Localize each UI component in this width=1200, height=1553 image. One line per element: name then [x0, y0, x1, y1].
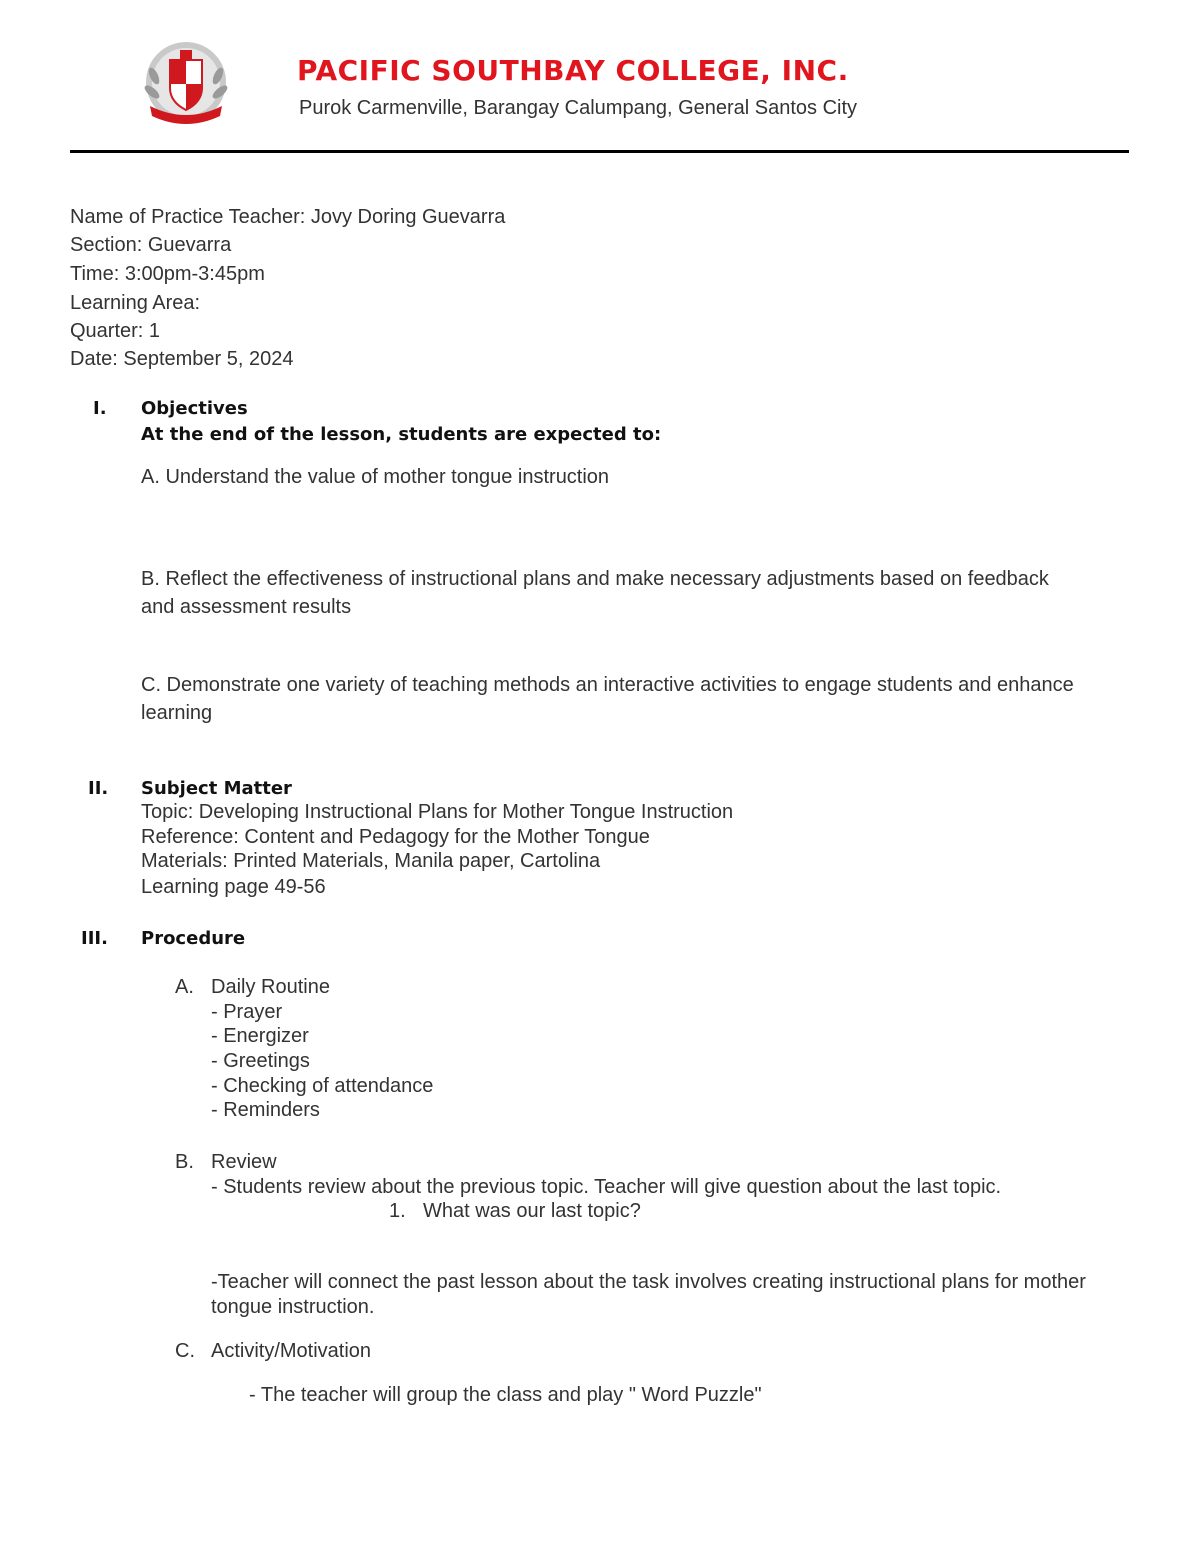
review-description: - Students review about the previous topic. Teacher will give question about the last topic. — [211, 1176, 1002, 1198]
materials-line: Materials: Printed Materials, Manila paper, Cartolina — [141, 850, 601, 872]
subject-matter-heading: Subject Matter — [141, 778, 292, 799]
college-address: Purok Carmenville, Barangay Calumpang, General Santos City — [299, 97, 858, 119]
header-divider — [70, 150, 1129, 153]
routine-item: - Energizer — [211, 1025, 309, 1047]
topic-line: Topic: Developing Instructional Plans for Mother Tongue Instruction — [141, 801, 734, 823]
review-letter: B. — [175, 1151, 194, 1173]
daily-routine-heading: Daily Routine — [211, 976, 330, 998]
subject-matter-numeral: II. — [88, 778, 109, 799]
objective-a: A. Understand the value of mother tongue instruction — [141, 466, 610, 488]
activity-description: - The teacher will group the class and play " Word Puzzle" — [249, 1384, 762, 1406]
routine-item: - Checking of attendance — [211, 1075, 434, 1097]
reference-line: Reference: Content and Pedagogy for the Mother Tongue — [141, 826, 650, 848]
section-line: Section: Guevarra — [70, 234, 232, 256]
learning-page-line: Learning page 49-56 — [141, 876, 326, 898]
time-line: Time: 3:00pm-3:45pm — [70, 263, 265, 285]
practice-teacher-name: Name of Practice Teacher: Jovy Doring Guevarra — [70, 206, 506, 228]
college-name: PACIFIC SOUTHBAY COLLEGE, INC. — [297, 54, 849, 87]
objectives-numeral: I. — [93, 398, 107, 419]
routine-item: - Prayer — [211, 1001, 283, 1023]
daily-routine-letter: A. — [175, 976, 194, 998]
objective-b: B. Reflect the effectiveness of instructional plans and make necessary adjustments based on feedback and assessment results — [141, 568, 1049, 618]
procedure-numeral: III. — [81, 928, 108, 949]
date-line: Date: September 5, 2024 — [70, 348, 294, 370]
routine-item: - Greetings — [211, 1050, 310, 1072]
objectives-subtitle: At the end of the lesson, students are expected to: — [141, 424, 662, 445]
review-connection: -Teacher will connect the past lesson about the task involves creating instructional plans for mother tongue instruction. — [211, 1271, 1086, 1318]
review-heading: Review — [211, 1151, 277, 1173]
review-question: What was our last topic? — [423, 1200, 641, 1222]
activity-letter: C. — [175, 1340, 195, 1362]
routine-item: - Reminders — [211, 1099, 320, 1121]
activity-heading: Activity/Motivation — [211, 1340, 372, 1362]
procedure-heading: Procedure — [141, 928, 246, 949]
objectives-heading: Objectives — [141, 398, 248, 419]
objective-c: C. Demonstrate one variety of teaching methods an interactive activities to engage students and enhance learning — [141, 674, 1074, 724]
review-question-number: 1. — [389, 1200, 406, 1222]
college-seal-logo — [140, 40, 232, 132]
quarter-line: Quarter: 1 — [70, 320, 161, 342]
learning-area-line: Learning Area: — [70, 292, 201, 314]
